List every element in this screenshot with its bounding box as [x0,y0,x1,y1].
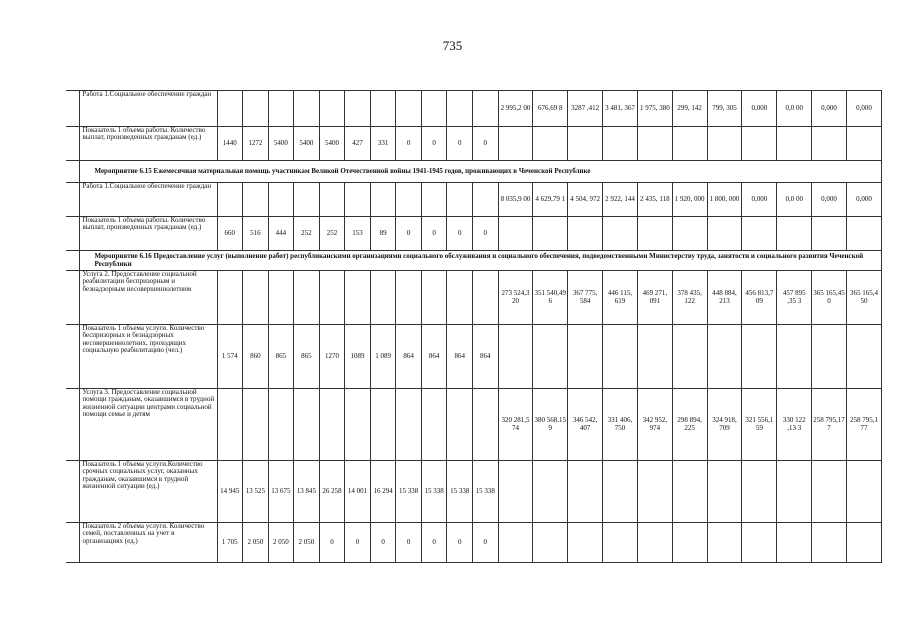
indicator-cell: 5400 [319,127,345,161]
indicator-cell: 427 [345,127,371,161]
indicator-cell [268,389,294,461]
indicator-cell: 0 [447,523,473,563]
margin-cell [66,461,80,523]
finance-cell: 8 035,9 00 [498,183,533,217]
indicator-cell: 1440 [217,127,243,161]
finance-cell [498,523,533,563]
row-label: Услуга 3. Предоставление социальной помощи гражданам, оказавшимся в трудной жизненной ситуации центрами социальной помощи семье и детям [80,389,217,461]
indicator-cell: 0 [447,127,473,161]
indicator-cell [319,183,345,217]
finance-cell: 298 894, 225 [672,389,707,461]
finance-cell: 365 165,45 0 [812,271,847,325]
indicator-cell [319,91,345,127]
indicator-cell [447,91,473,127]
finance-cell [812,523,847,563]
indicator-cell: 0 [421,127,447,161]
indicator-cell [268,183,294,217]
indicator-cell: 16 294 [370,461,396,523]
indicator-cell: 0 [472,127,498,161]
finance-cell [498,127,533,161]
row-label: Работа 1.Социальное обеспечение граждан [80,183,217,217]
table-row [66,523,882,563]
finance-cell [637,325,672,389]
indicator-cell [472,91,498,127]
indicator-cell: 864 [396,325,422,389]
finance-cell [568,127,603,161]
finance-cell [777,325,812,389]
indicator-cell: 15 338 [421,461,447,523]
finance-cell: 273 524,3 20 [498,271,533,325]
indicator-cell: 14 001 [345,461,371,523]
indicator-cell: 0 [396,217,422,251]
finance-cell [603,217,638,251]
finance-cell [672,217,707,251]
finance-cell [672,127,707,161]
finance-cell: 1 975, 380 [637,91,672,127]
indicator-cell: 1270 [319,325,345,389]
finance-cell: 0,000 [812,91,847,127]
finance-cell: 351 540,49 6 [533,271,568,325]
finance-cell [777,127,812,161]
finance-cell [637,461,672,523]
indicator-cell [243,271,269,325]
finance-cell [498,325,533,389]
indicator-cell: 5400 [268,127,294,161]
row-label: Показатель 1 объема работы. Количество выплат, произведенных гражданам (ед.) [80,217,217,251]
indicator-cell [472,271,498,325]
finance-cell: 342 952, 974 [637,389,672,461]
finance-cell [603,325,638,389]
indicator-cell [447,389,473,461]
indicator-cell [294,271,320,325]
finance-cell [498,217,533,251]
finance-cell [568,325,603,389]
indicator-cell: 2 050 [268,523,294,563]
table-row [66,271,882,325]
finance-cell: 0,000 [742,91,777,127]
indicator-cell: 26 258 [319,461,345,523]
finance-cell [846,325,881,389]
indicator-cell [421,271,447,325]
finance-cell [533,217,568,251]
finance-cell: 330 122 ,13 3 [777,389,812,461]
page-number: 735 [442,38,463,53]
finance-cell [846,217,881,251]
finance-cell: 3287 ,412 [568,91,603,127]
finance-cell [707,461,742,523]
margin-cell [66,161,80,183]
margin-cell [66,251,80,271]
finance-cell [707,127,742,161]
indicator-cell: 1 574 [217,325,243,389]
finance-cell: 3 481, 367 [603,91,638,127]
finance-cell [707,217,742,251]
indicator-cell [472,389,498,461]
finance-cell [812,217,847,251]
indicator-cell [421,183,447,217]
finance-cell [707,325,742,389]
indicator-cell: 13 525 [243,461,269,523]
indicator-cell [396,271,422,325]
indicator-cell [294,183,320,217]
finance-cell [568,461,603,523]
finance-cell: 258 795,1 77 [846,389,881,461]
finance-cell [498,461,533,523]
finance-cell [568,217,603,251]
indicator-cell [294,389,320,461]
table-row [66,325,882,389]
finance-cell [603,461,638,523]
indicator-cell: 13 845 [294,461,320,523]
margin-cell [66,127,80,161]
finance-cell [812,325,847,389]
indicator-cell: 89 [370,217,396,251]
indicator-cell: 0 [345,523,371,563]
indicator-cell [243,389,269,461]
finance-cell: 0,0 00 [777,91,812,127]
finance-cell [777,217,812,251]
indicator-cell [217,183,243,217]
finance-cell [742,127,777,161]
finance-cell [777,461,812,523]
finance-cell: 799, 305 [707,91,742,127]
indicator-cell [345,91,371,127]
finance-cell [742,217,777,251]
finance-cell: 446 115, 619 [603,271,638,325]
section-title: Мероприятие 6.16 Предоставление услуг (выполнение работ) республиканскими организациями социального обслуживания и социального обеспечения, подведомственными Министерству труда, занятости и социального развития Чеченской Республики [80,251,882,271]
indicator-cell: 15 338 [447,461,473,523]
finance-cell: 2 435, 118 [637,183,672,217]
finance-cell [533,523,568,563]
indicator-cell [294,91,320,127]
indicator-cell [268,91,294,127]
indicator-cell [319,271,345,325]
finance-cell: 378 435, 122 [672,271,707,325]
finance-cell: 0,000 [742,183,777,217]
section-row [66,251,882,271]
table-row [66,461,882,523]
indicator-cell [217,91,243,127]
indicator-cell: 1 705 [217,523,243,563]
indicator-cell: 660 [217,217,243,251]
indicator-cell [447,271,473,325]
indicator-cell: 864 [421,325,447,389]
indicator-cell: 864 [472,325,498,389]
row-label: Работа 1.Социальное обеспечение граждан [80,91,217,127]
finance-cell [603,127,638,161]
indicator-cell: 0 [447,217,473,251]
table-row [66,217,882,251]
indicator-cell [268,271,294,325]
finance-cell [533,325,568,389]
finance-cell: 448 884, 213 [707,271,742,325]
finance-cell [777,523,812,563]
finance-cell: 299, 142 [672,91,707,127]
indicator-cell: 5400 [294,127,320,161]
indicator-cell [370,183,396,217]
indicator-cell: 0 [472,217,498,251]
margin-cell [66,217,80,251]
finance-cell: 321 556,1 59 [742,389,777,461]
indicator-cell [243,91,269,127]
finance-cell [846,523,881,563]
indicator-cell [345,389,371,461]
finance-cell: 380 568,15 9 [533,389,568,461]
finance-cell [672,325,707,389]
finance-cell [812,461,847,523]
indicator-cell: 2 050 [243,523,269,563]
program-table [66,90,882,563]
indicator-cell: 865 [268,325,294,389]
finance-cell: 676,69 8 [533,91,568,127]
margin-cell [66,389,80,461]
margin-cell [66,91,80,127]
finance-cell: 258 795,17 7 [812,389,847,461]
indicator-cell: 15 338 [472,461,498,523]
indicator-cell [345,183,371,217]
table-row [66,183,882,217]
indicator-cell: 0 [421,523,447,563]
finance-cell [637,127,672,161]
indicator-cell: 331 [370,127,396,161]
finance-cell [672,461,707,523]
indicator-cell: 13 675 [268,461,294,523]
section-row [66,161,882,183]
indicator-cell: 153 [345,217,371,251]
margin-cell [66,271,80,325]
finance-cell [533,127,568,161]
margin-cell [66,523,80,563]
finance-cell [707,523,742,563]
finance-cell [637,523,672,563]
finance-cell: 365 165,4 50 [846,271,881,325]
indicator-cell [472,183,498,217]
indicator-cell [447,183,473,217]
indicator-cell [217,271,243,325]
table-row [66,127,882,161]
row-label: Услуга 2. Предоставление социальной реабилитации беспризорным и безнадзорным несовершеннолетним [80,271,217,325]
row-label: Показатель 1 объема услуги.Количество срочных социальных услуг, оказанных гражданам, оказавшимся в трудной жизненной ситуации (ед.) [80,461,217,523]
finance-cell: 1 920, 000 [672,183,707,217]
row-label: Показатель 1 объема услуги. Количество беспризорных и безнадзорных несовершеннолетних, проходящих социальную реабилитацию (чел.) [80,325,217,389]
finance-cell: 0,000 [846,183,881,217]
indicator-cell [345,271,371,325]
finance-cell: 346 542, 407 [568,389,603,461]
finance-cell [742,325,777,389]
finance-cell [568,523,603,563]
indicator-cell: 860 [243,325,269,389]
finance-cell: 4 504, 972 [568,183,603,217]
finance-cell: 367 775, 584 [568,271,603,325]
row-label: Показатель 1 объема работы. Количество выплат, произведенных гражданам (ед.) [80,127,217,161]
finance-cell [846,461,881,523]
indicator-cell [217,389,243,461]
finance-cell [533,461,568,523]
indicator-cell: 516 [243,217,269,251]
indicator-cell [243,183,269,217]
finance-cell [742,523,777,563]
indicator-cell: 14 945 [217,461,243,523]
indicator-cell: 15 338 [396,461,422,523]
indicator-cell [396,91,422,127]
table-row [66,389,882,461]
finance-cell [637,217,672,251]
indicator-cell: 0 [472,523,498,563]
finance-cell [672,523,707,563]
indicator-cell: 252 [319,217,345,251]
indicator-cell [370,271,396,325]
finance-cell: 0,000 [812,183,847,217]
indicator-cell: 1 089 [370,325,396,389]
indicator-cell: 864 [447,325,473,389]
row-label: Показатель 2 объема услуги. Количество семей, поставленных на учет в организациях (ед.) [80,523,217,563]
indicator-cell: 0 [396,127,422,161]
indicator-cell [319,389,345,461]
finance-cell: 1 800, 000 [707,183,742,217]
margin-cell [66,183,80,217]
table-row [66,91,882,127]
finance-cell: 456 813,7 09 [742,271,777,325]
section-title: Мероприятие 6.15 Ежемесячная материальная помощь участникам Великой Отечественной войны 1941-1945 годов, проживающих в Чеченской Республике [80,161,882,183]
finance-cell: 320 281,5 74 [498,389,533,461]
indicator-cell: 0 [396,523,422,563]
finance-cell: 2 922, 144 [603,183,638,217]
indicator-cell: 0 [319,523,345,563]
indicator-cell [421,389,447,461]
indicator-cell: 252 [294,217,320,251]
indicator-cell [370,389,396,461]
finance-cell: 324 918, 709 [707,389,742,461]
indicator-cell: 444 [268,217,294,251]
finance-cell: 457 895 ,35 3 [777,271,812,325]
indicator-cell: 0 [421,217,447,251]
indicator-cell [396,389,422,461]
indicator-cell: 2 050 [294,523,320,563]
finance-cell: 469 271, 091 [637,271,672,325]
finance-cell: 331 406, 750 [603,389,638,461]
indicator-cell [396,183,422,217]
indicator-cell [421,91,447,127]
finance-cell: 0,0 00 [777,183,812,217]
indicator-cell: 1089 [345,325,371,389]
finance-cell [846,127,881,161]
margin-cell [66,325,80,389]
finance-cell: 0,000 [846,91,881,127]
indicator-cell [370,91,396,127]
indicator-cell: 865 [294,325,320,389]
finance-cell [603,523,638,563]
indicator-cell: 1272 [243,127,269,161]
indicator-cell: 0 [370,523,396,563]
finance-cell: 2 995,2 00 [498,91,533,127]
finance-cell: 4 629,79 1 [533,183,568,217]
finance-cell [812,127,847,161]
finance-cell [742,461,777,523]
